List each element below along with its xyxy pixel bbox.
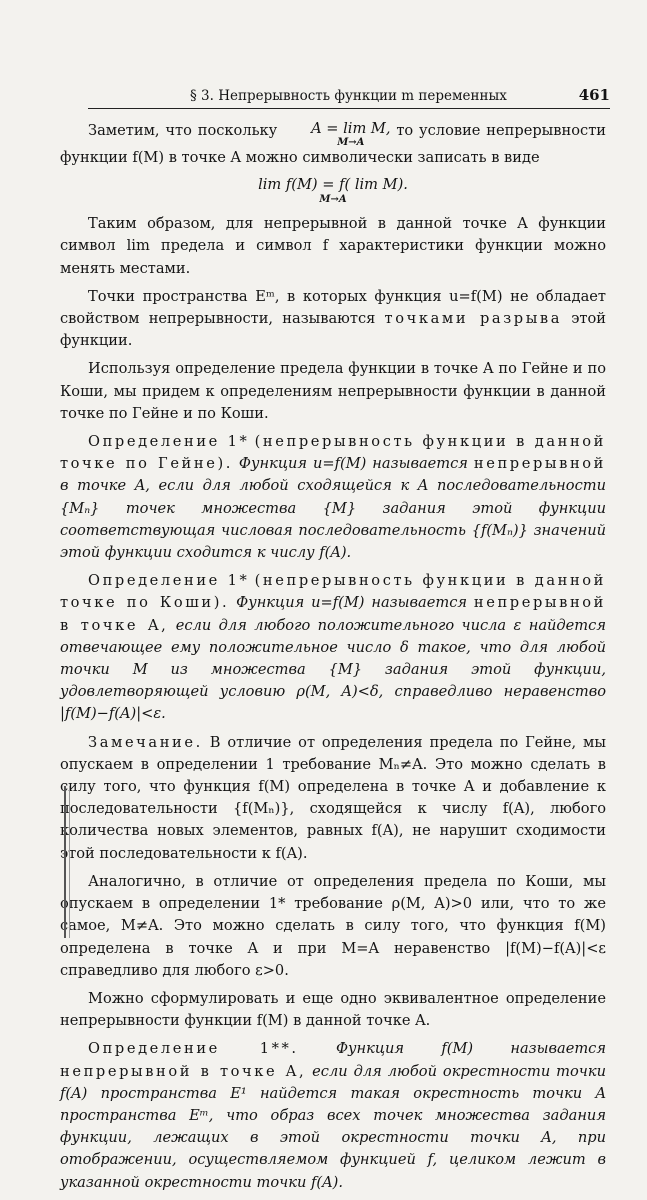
- def1-term: непрерывной: [473, 455, 606, 473]
- paragraph-3: [60, 286, 606, 353]
- definition-neighborhood: [60, 1038, 606, 1193]
- def1-paren: (непрерывность функции в данной точке по Гейне).: [60, 433, 606, 473]
- p3-text-b: этой функции.: [60, 310, 606, 350]
- inline-limit-expr: A = lim M,: [311, 120, 391, 137]
- definition-cauchy: [60, 570, 606, 725]
- def2-term: непрерывной в точке A,: [60, 594, 606, 634]
- def2-paren: (непрерывность функции в данной точке по Коши).: [60, 572, 606, 612]
- running-header: [88, 86, 610, 109]
- inline-limit: [283, 120, 390, 147]
- page-body: [60, 120, 606, 1200]
- remark: [60, 732, 606, 865]
- paragraph-2: Таким образом, для непрерывной в данной точке A функции символ lim предела и символ f характеристики функции можно менять местами.: [60, 215, 606, 277]
- p1-text-b: то условие непрерывности функции f(M) в точке A можно символически записать в виде: [60, 122, 606, 166]
- def1-text-b: в точке A, если для любой сходящейся к A последовательности {Mₙ} точек множества {M} задания этой функции соответствующая числовая последовательность {f(Mₙ)} значений этой функции сходится к числу f(A).: [60, 477, 606, 562]
- def1-head: Определение 1*: [88, 433, 250, 451]
- def3-text-a: Функция f(M) называется: [335, 1040, 607, 1058]
- def2-text-a: Функция u=f(M) называется: [236, 594, 468, 612]
- page-number: 461: [578, 86, 610, 104]
- paragraph-1: [60, 120, 606, 169]
- remark-head: Замечание.: [88, 733, 203, 751]
- p3-text-a: Точки пространства Eᵐ, в которых функция u=f(M) не обладает свойством непрерывности, называются: [60, 287, 606, 328]
- def3-term: непрерывной в точке A,: [60, 1062, 307, 1080]
- section-title: § 3. Непрерывность функции m переменных: [190, 88, 507, 104]
- paragraph-4: Используя определение предела функции в точке A по Гейне и по Коши, мы придем к определениям непрерывности функции в данной точке по Гейне и по Коши.: [60, 360, 606, 422]
- term-discontinuity: точками разрыва: [384, 310, 563, 328]
- p1-text-a: Заметим, что поскольку: [88, 122, 278, 139]
- def3-head: Определение 1**.: [88, 1040, 299, 1058]
- margin-mark: [64, 786, 70, 938]
- paragraph-5: Аналогично, в отличие от определения предела по Коши, мы опускаем в определении 1* требование ρ(M, A)>0 или, что то же самое, M≠A. Это можно сделать в силу того, что функция f(M) определена в точке A и при M=A неравенство |f(M)−f(A)|<ε справедливо для любого ε>0.: [60, 872, 606, 979]
- formula-sub: M→A: [319, 194, 347, 206]
- formula-expr: lim f(M) = f( lim M).: [258, 176, 408, 194]
- paragraph-6: Можно сформулировать и еще одно эквивалентное определение непрерывности функции f(M) в данной точке A.: [60, 989, 606, 1030]
- def2-head: Определение 1*: [88, 572, 250, 590]
- display-formula: [60, 175, 606, 205]
- def1-text-a: Функция u=f(M) называется: [238, 455, 468, 473]
- inline-limit-sub: M→A: [337, 137, 365, 148]
- remark-text: В отличие от определения предела по Гейне, мы опускаем в определении 1 требование Mₙ≠A. Это можно сделать в силу того, что функция f(M) определена в точке A и добавление к последовательности {f(Mₙ)}, сходящейся к числу f(A), любого количества новых элементов, равных f(A), не нарушит сходимости этой последовательности к f(A).: [60, 733, 606, 862]
- def2-text-b: если для любого положительного числа ε найдется отвечающее ему положительное число δ такое, что для любой точки M из множества {M} задания этой функции, удовлетворяющей условию ρ(M, A)<δ, справедливо неравенство |f(M)−f(A)|<ε.: [60, 616, 606, 723]
- definition-heine: [60, 431, 606, 564]
- formula-block: [258, 175, 408, 205]
- def3-text-b: если для любой окрестности точки f(A) пространства E¹ найдется такая окрестность точки A пространства Eᵐ, что образ всех точек множества задания функции, лежащих в этой окрестности точки A, при отображении, осуществляемом функцией f, целиком лежит в указанной окрестности точки f(A).: [60, 1062, 606, 1191]
